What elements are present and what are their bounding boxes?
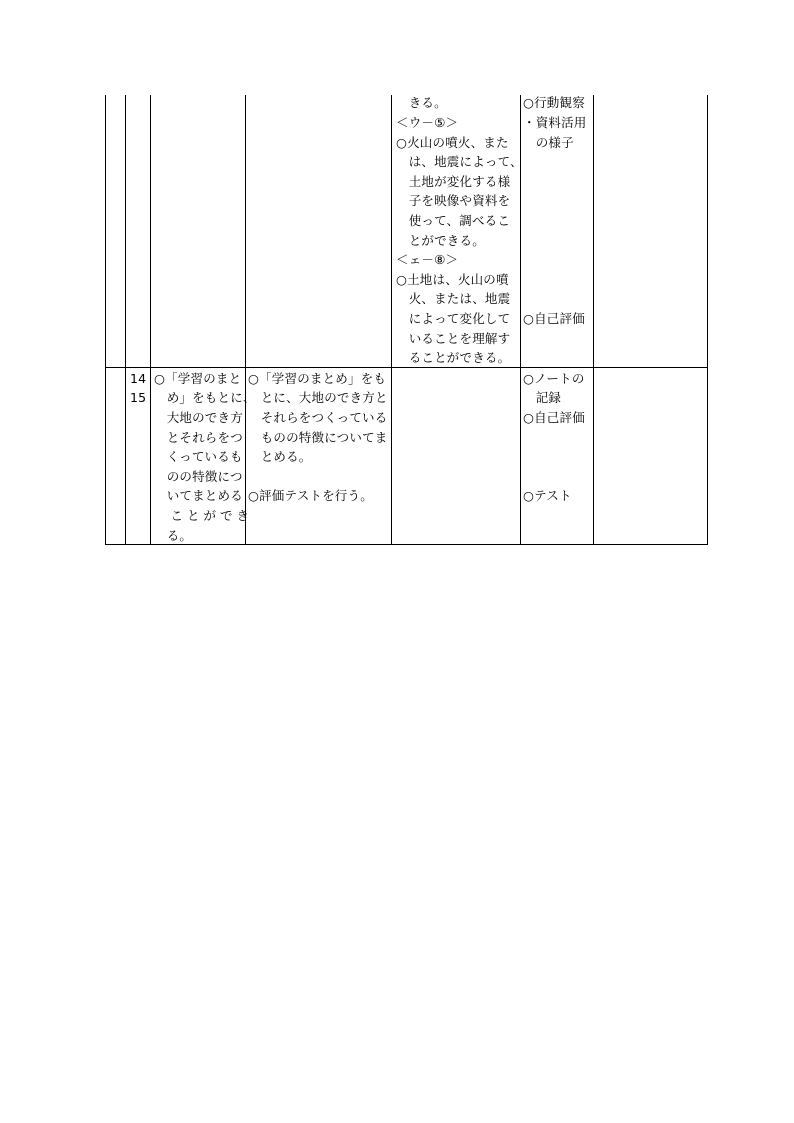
criteria-line: 使って、調べるこ [396,213,511,228]
criteria-line: 土地が変化する様 [396,174,511,189]
goal-line: いてまとめる [154,488,243,503]
criteria-line: ＜ェ－⑧＞ [396,252,459,267]
criteria-line: は、地震によって、 [396,154,523,169]
criteria-line: ○火山の噴火、また [396,135,509,150]
criteria-line: 火、または、地震 [396,291,511,306]
method-line: ○自己評価 [523,410,585,425]
table-right-border [707,95,708,545]
method-line: ○行動観察 [523,95,585,110]
activity-line: ○「学習のまとめ」をも [248,371,387,386]
column-divider-4 [391,95,392,545]
table-bottom-border [105,544,708,545]
method-line: ○ノートの [523,371,585,386]
criteria-line: とができる。 [396,233,485,248]
hour-number: 14 [130,371,147,386]
activity-line: ○評価テストを行う。 [248,488,373,503]
method-line: の様子 [523,135,574,150]
goal-line: ことができ [154,508,254,523]
activity-line: とに、大地のでき方と [248,390,388,405]
goal-line: め」をもとに、 [154,390,256,405]
column-divider-2 [150,95,151,545]
column-divider-1 [125,95,126,545]
hour-number: 15 [130,390,147,405]
method-line: ○テスト [523,488,572,503]
table-left-border [105,95,106,545]
criteria-line: ることができる。 [396,350,511,365]
criteria-line: ○土地は、火山の噴 [396,272,509,287]
goal-line: ○「学習のまと [154,371,242,386]
activity-line: ものの特徴についてま [248,430,388,445]
column-divider-3 [245,95,246,545]
criteria-line: 子を映像や資料を [396,193,511,208]
activity-line: それらをつくっている [248,410,388,425]
criteria-line: いることを理解す [396,331,511,346]
goal-line: 大地のでき方 [154,410,243,425]
goal-line: のの特徴につ [154,469,243,484]
goal-line: る。 [154,528,193,543]
method-line: 記録 [523,390,562,405]
criteria-line: によって変化して [396,311,511,326]
column-divider-6 [593,95,594,545]
goal-line: くっているも [154,449,243,464]
criteria-line: ＜ウ－⑤＞ [396,115,459,130]
method-line: ○自己評価 [523,311,585,326]
method-line: ・資料活用 [523,115,587,130]
goal-line: とそれらをつ [154,430,243,445]
criteria-line: きる。 [396,95,447,110]
activity-line: とめる。 [248,449,312,464]
